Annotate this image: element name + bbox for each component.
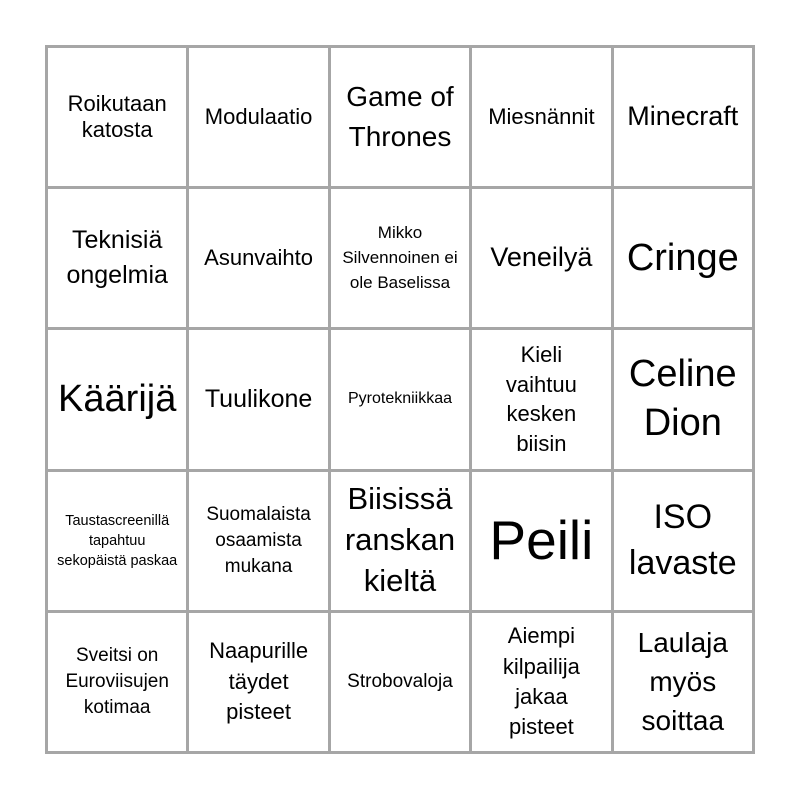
cell-text: Peili — [489, 509, 594, 572]
cell-text: ISO lavaste — [628, 497, 737, 582]
bingo-cell[interactable] — [48, 613, 186, 751]
cell-text: Laulaja myös soittaa — [637, 627, 728, 737]
cell-text: Aiempi kilpailija jakaa pisteet — [502, 623, 580, 740]
bingo-cell[interactable] — [189, 613, 327, 751]
bingo-cell[interactable] — [472, 48, 610, 186]
bingo-cell[interactable] — [331, 472, 469, 610]
bingo-cell[interactable] — [614, 48, 752, 186]
bingo-cell[interactable] — [472, 472, 610, 610]
bingo-cell[interactable] — [48, 330, 186, 468]
cell-text: Käärijä — [58, 378, 177, 421]
cell-text: Cringe — [626, 236, 739, 279]
cell-text: Miesnännit — [488, 104, 595, 130]
cell-text: Celine Dion — [628, 353, 737, 445]
bingo-board — [45, 45, 755, 754]
bingo-cell[interactable] — [472, 189, 610, 327]
cell-text: Veneilyä — [490, 242, 593, 273]
bingo-cell[interactable] — [331, 613, 469, 751]
bingo-cell[interactable] — [189, 189, 327, 327]
cell-text: Teknisiä ongelmia — [66, 226, 168, 290]
cell-text: Biisissä ranskan kieltä — [344, 481, 456, 599]
bingo-cell[interactable] — [472, 613, 610, 751]
bingo-cell[interactable] — [48, 48, 186, 186]
cell-text: Suomalaista osaamista mukana — [206, 504, 311, 577]
cell-text: Minecraft — [627, 101, 739, 132]
bingo-cell[interactable] — [331, 48, 469, 186]
cell-text: Strobovaloja — [347, 670, 453, 692]
cell-text: Asunvaihto — [204, 245, 314, 271]
bingo-cell[interactable] — [614, 472, 752, 610]
bingo-cell[interactable] — [48, 189, 186, 327]
bingo-cell[interactable] — [331, 189, 469, 327]
cell-text: Mikko Silvennoinen ei ole Baselissa — [342, 223, 458, 292]
cell-text: Kieli vaihtuu kesken biisin — [505, 341, 577, 457]
bingo-cell[interactable] — [331, 330, 469, 468]
bingo-cell[interactable] — [614, 330, 752, 468]
bingo-cell[interactable] — [189, 472, 327, 610]
cell-text: Naapurille täydet pisteet — [209, 638, 309, 725]
cell-text: Pyrotekniikkaa — [347, 390, 453, 408]
cell-text: Game of Thrones — [346, 81, 454, 153]
cell-text: Sveitsi on Euroviisujen kotimaa — [65, 645, 169, 718]
cell-text: Taustascreenillä tapahtuu sekopäistä paskaa — [57, 512, 178, 569]
bingo-cell[interactable] — [614, 613, 752, 751]
bingo-cell[interactable] — [189, 48, 327, 186]
cell-text: Modulaatio — [204, 104, 313, 130]
bingo-cell[interactable] — [48, 472, 186, 610]
bingo-cell[interactable] — [614, 189, 752, 327]
cell-text: Roikutaan katosta — [67, 91, 167, 143]
cell-text: Tuulikone — [204, 384, 313, 413]
bingo-cell[interactable] — [472, 330, 610, 468]
bingo-cell[interactable] — [189, 330, 327, 468]
